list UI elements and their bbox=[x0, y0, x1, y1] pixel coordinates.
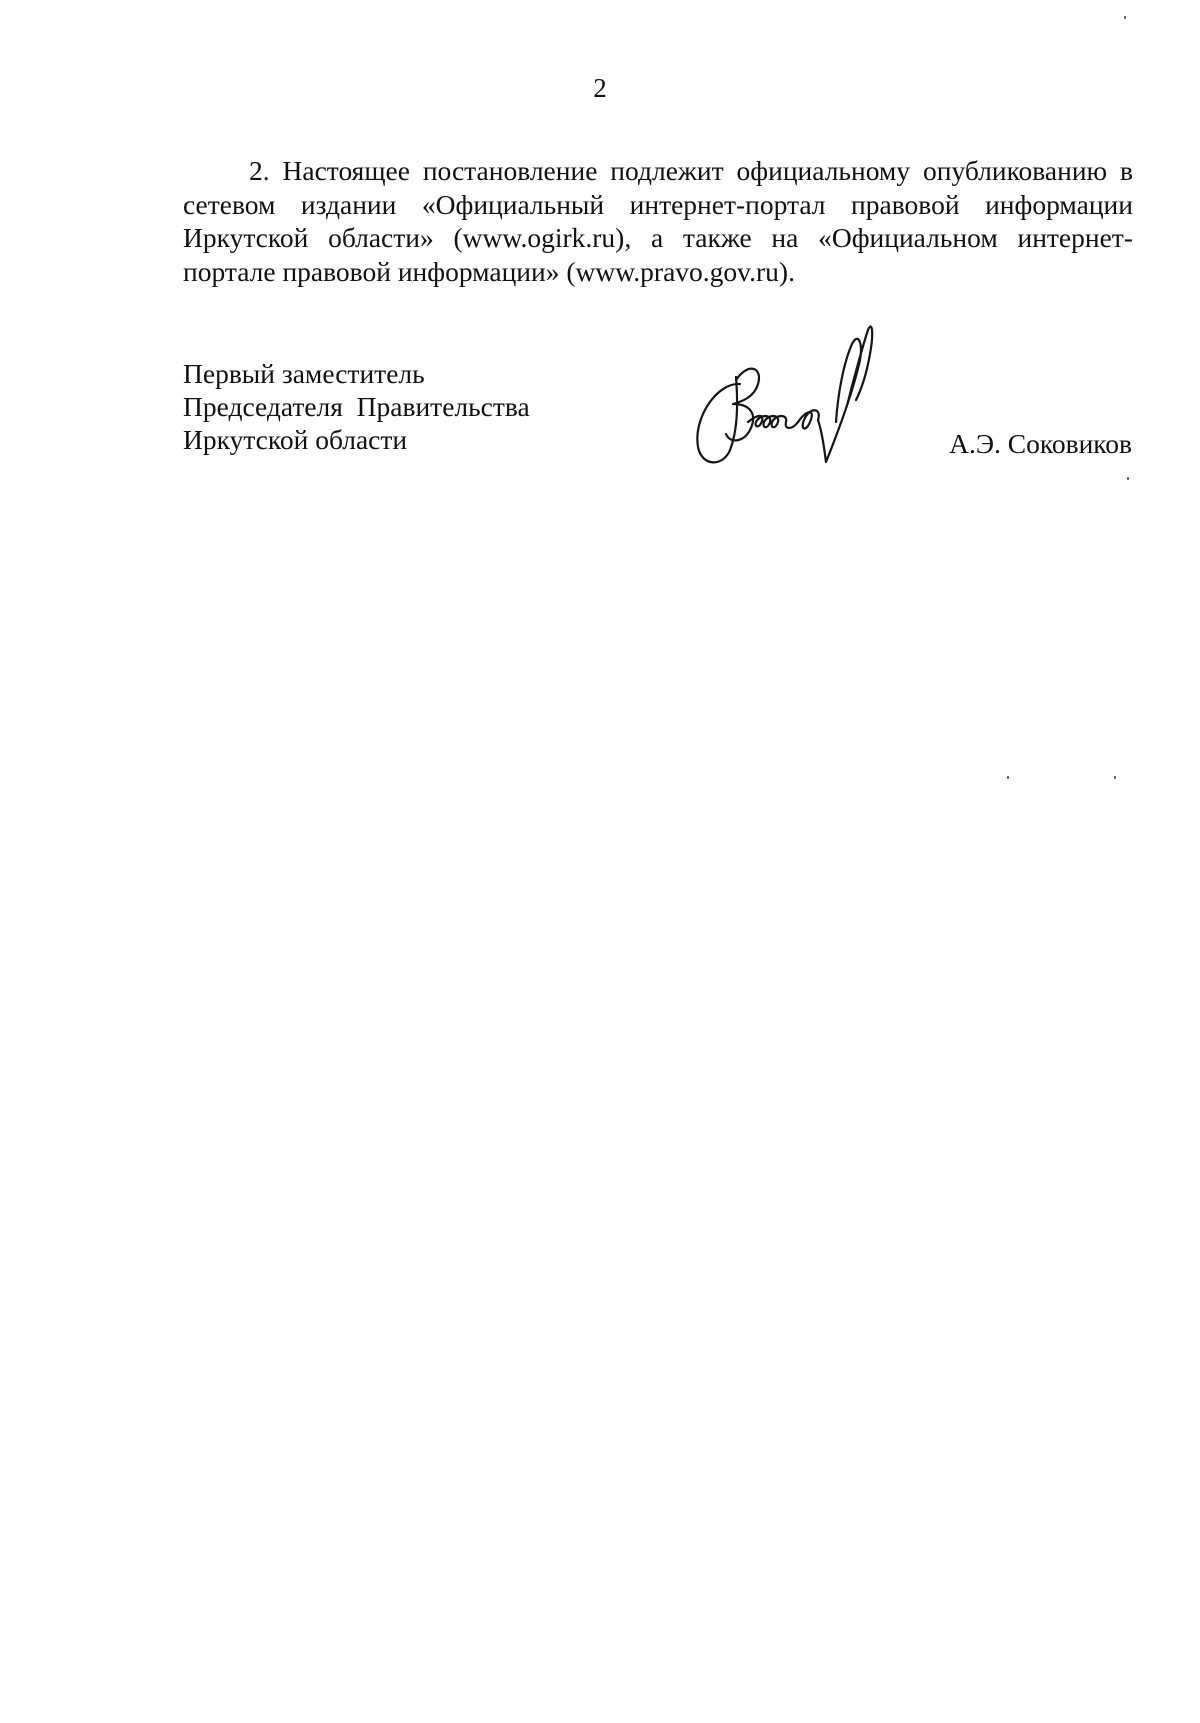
scan-speck bbox=[1124, 16, 1126, 19]
signer-name: А.Э. Соковиков bbox=[949, 428, 1132, 459]
signer-position-line: Первый заместитель bbox=[183, 358, 425, 389]
scan-speck bbox=[1114, 776, 1116, 779]
page-number: 2 bbox=[593, 73, 607, 103]
publication-clause-paragraph: 2. Настоящее постановление подлежит официальному опубликованию в сетевом издании «Официальный интернет-портал правовой информации Иркутской области» (www.ogirk.ru), а также на «Официальном интернет-портале правовой информации» (www.pravo.gov.ru). bbox=[183, 155, 1133, 287]
signer-position-line: Иркутской области bbox=[183, 424, 408, 455]
signer-position-block bbox=[183, 357, 530, 456]
scan-speck bbox=[1127, 477, 1129, 480]
scan-speck bbox=[1007, 776, 1009, 779]
handwritten-signature bbox=[688, 322, 898, 472]
signer-position-line: Председателя Правительства bbox=[183, 391, 530, 422]
